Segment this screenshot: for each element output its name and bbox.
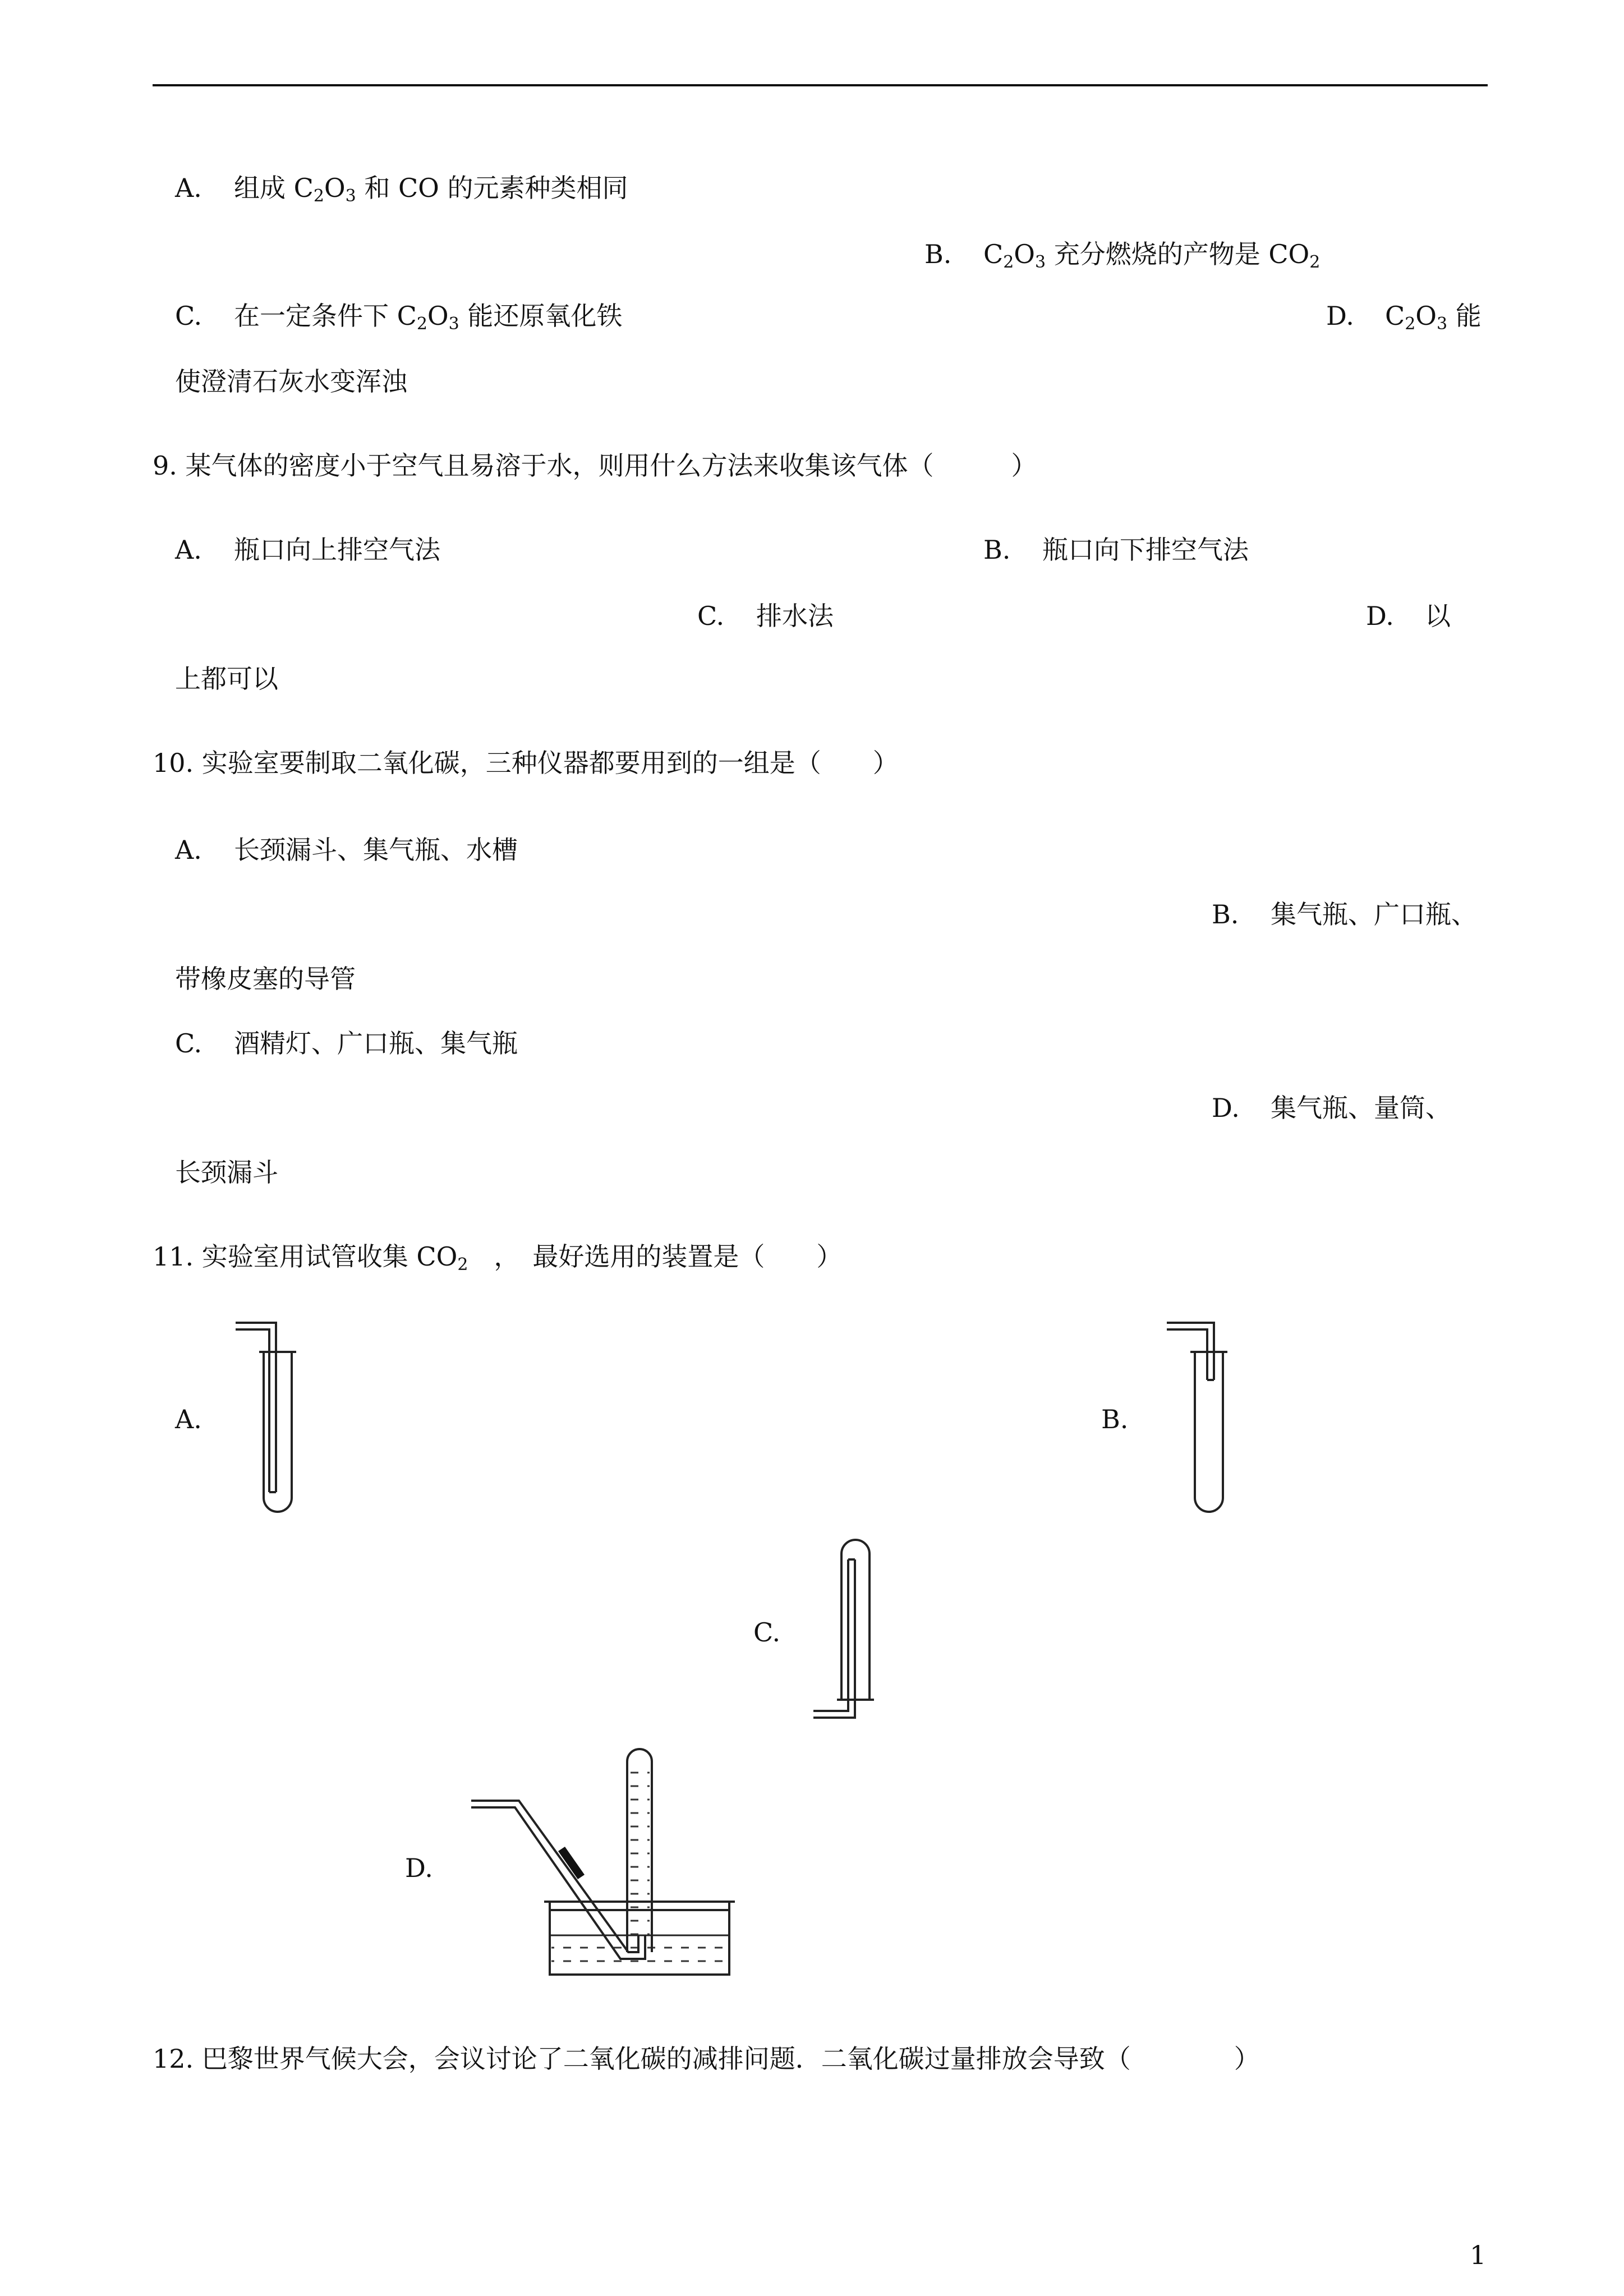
q11-figure-b [1156, 1313, 1257, 1526]
q10-option-a: A. 长颈漏斗、集气瓶、水槽 [175, 835, 518, 865]
q11-figure-c-label: C. [753, 1617, 781, 1648]
q10-stem: 10. 实验室要制取二氧化碳，三种仪器都要用到的一组是（ ） [153, 748, 899, 778]
q11-figure-c [808, 1526, 909, 1739]
q11-figure-d-label: D. [405, 1853, 433, 1883]
q8-option-c: C. 在一定条件下 $C_2O_3$ 能还原氧化铁 [175, 301, 623, 334]
q9-option-b: B. 瓶口向下排空气法 [983, 535, 1249, 565]
q10-option-d: D. 集气瓶、量筒、 [1212, 1093, 1451, 1123]
q9-option-a: A. 瓶口向上排空气法 [175, 535, 440, 565]
q10-option-d-continued: 长颈漏斗 [175, 1157, 278, 1188]
q8-option-a: A. 组成 $C_2O_3$ 和 CO 的元素种类相同 [175, 173, 628, 206]
q12-stem: 12. 巴黎世界气候大会，会议讨论了二氧化碳的减排问题．二氧化碳过量排放会导致（ ） [153, 2044, 1260, 2074]
q8-option-b: B. $C_2O_3$ 充分燃烧的产物是 $CO_2$ [924, 239, 1321, 272]
q11-figure-a [224, 1313, 325, 1526]
q11-stem: 11. 实验室用试管收集 $CO_2$ ， 最好选用的装置是（ ） [153, 1241, 843, 1274]
q8-option-d-continued: 使澄清石灰水变浑浊 [175, 366, 407, 397]
q10-option-b-continued: 带橡皮塞的导管 [175, 964, 356, 994]
q9-option-c: C. 排水法 [697, 601, 834, 631]
q9-option-d: D. 以 [1366, 601, 1451, 631]
page-number: 1 [1470, 2240, 1487, 2270]
q8-option-d: D. $C_2O_3$ 能 [1326, 301, 1482, 334]
header-rule [153, 84, 1488, 86]
q9-stem: 9. 某气体的密度小于空气且易溶于水，则用什么方法来收集该气体（ ） [153, 450, 1037, 481]
q11-figure-a-label: A. [175, 1404, 202, 1434]
q10-option-b: B. 集气瓶、广口瓶、 [1212, 899, 1477, 930]
q10-option-c: C. 酒精灯、广口瓶、集气瓶 [175, 1028, 518, 1059]
q9-option-d-continued: 上都可以 [175, 664, 278, 694]
q11-figure-d [460, 1739, 752, 1986]
q11-figure-b-label: B. [1101, 1404, 1129, 1434]
